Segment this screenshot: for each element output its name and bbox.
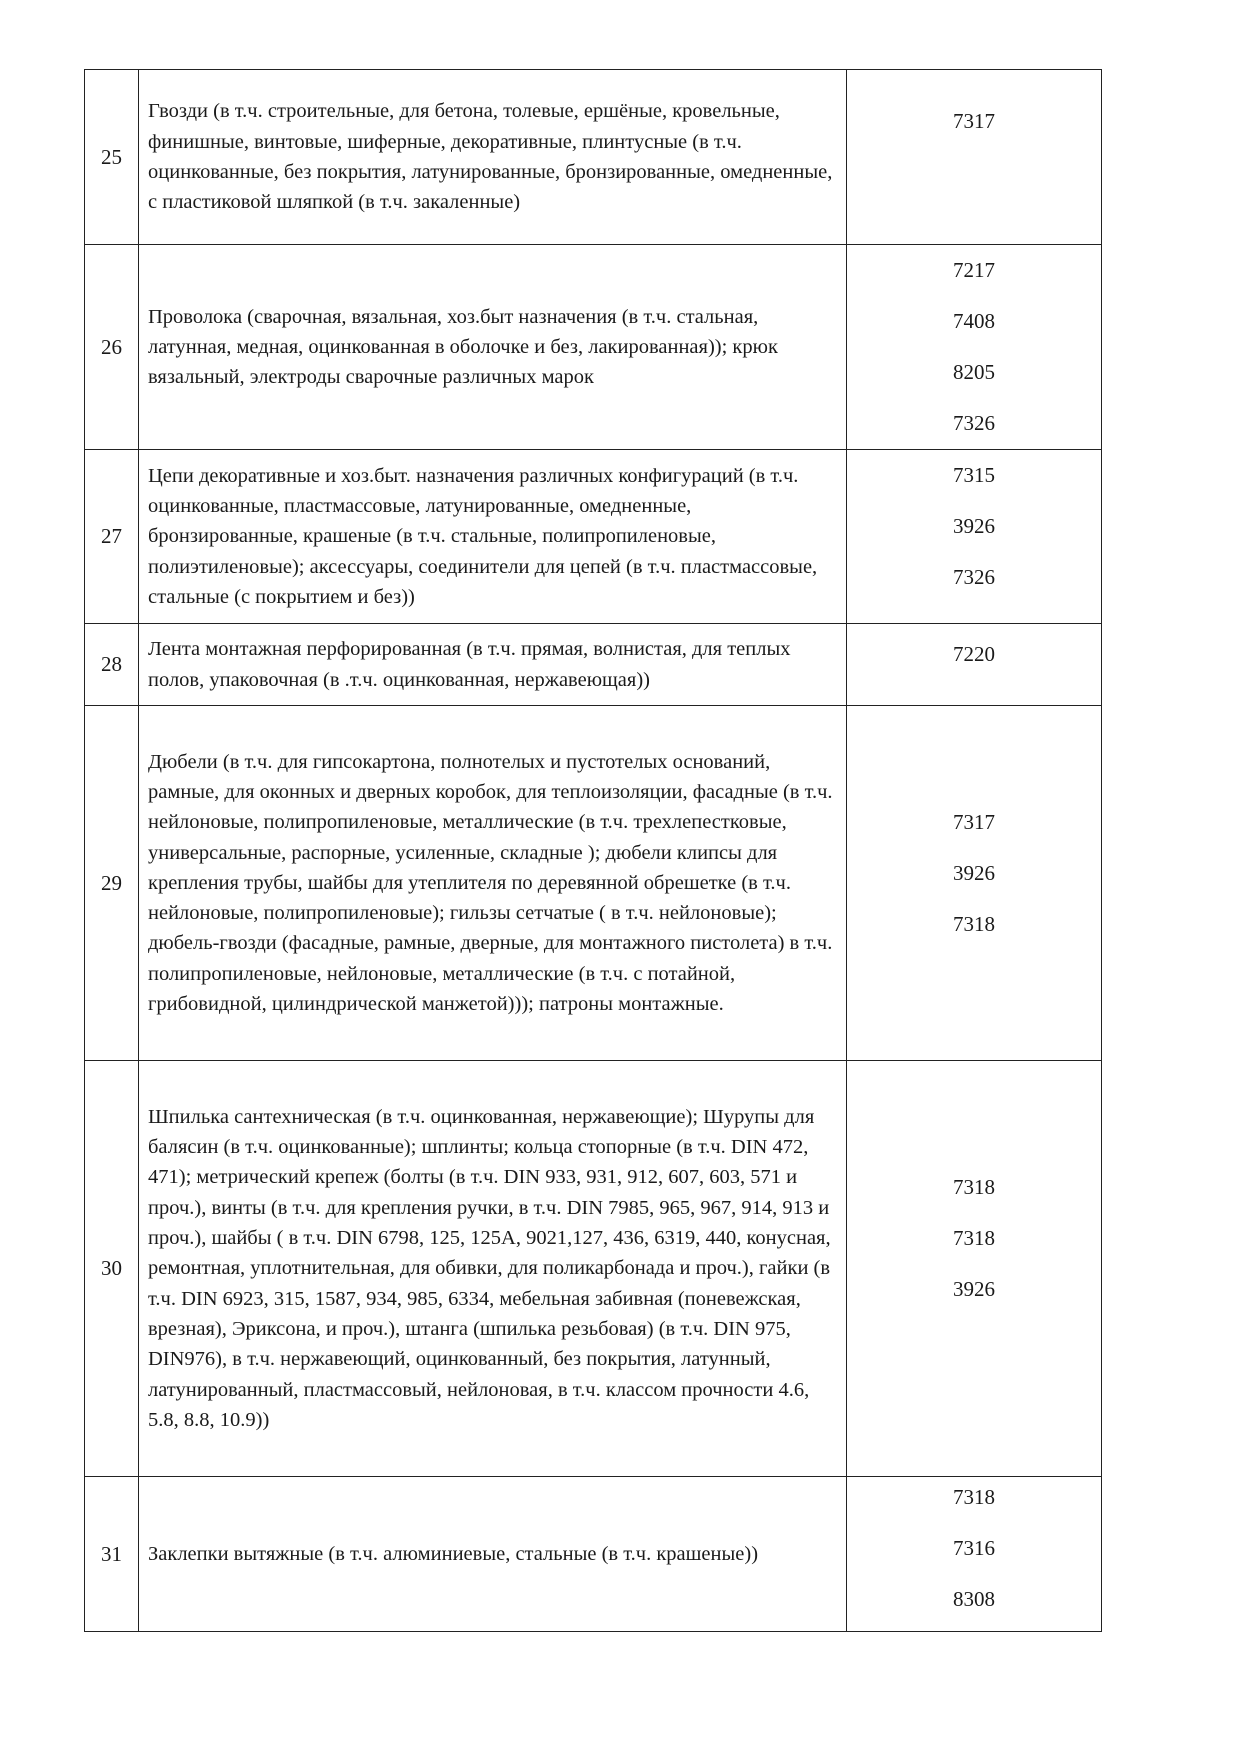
code: 7315 bbox=[953, 463, 995, 487]
row-codes bbox=[847, 624, 1102, 706]
row-number: 29 bbox=[85, 706, 139, 1061]
code: 3926 bbox=[953, 514, 995, 538]
row-description: Проволока (сварочная, вязальная, хоз.быт назначения (в т.ч. стальная, латунная, медная, оцинкованная в оболочке и без, лакированная)); крюк вязальный, электроды сварочные различных марок bbox=[139, 245, 847, 450]
code: 7318 bbox=[953, 1226, 995, 1250]
table-row bbox=[85, 245, 1102, 450]
code: 7318 bbox=[953, 911, 995, 936]
table-row bbox=[85, 450, 1102, 624]
row-number: 27 bbox=[85, 450, 139, 624]
row-codes bbox=[847, 1061, 1102, 1477]
code: 7316 bbox=[953, 1535, 995, 1560]
row-codes bbox=[847, 245, 1102, 450]
row-description: Гвозди (в т.ч. строительные, для бетона, толевые, ершёные, кровельные, финишные, винтовые, шиферные, декоративные, плинтусные (в т.ч. оцинкованные, без покрытия, латунированные, бронзированные, омедненные, с пластиковой шляпкой (в т.ч. закаленные) bbox=[139, 70, 847, 245]
row-codes bbox=[847, 450, 1102, 624]
row-number: 28 bbox=[85, 624, 139, 706]
table-row bbox=[85, 1477, 1102, 1632]
code: 7408 bbox=[953, 309, 995, 333]
code: 3926 bbox=[953, 860, 995, 885]
row-codes bbox=[847, 706, 1102, 1061]
row-number: 31 bbox=[85, 1477, 139, 1632]
row-number: 26 bbox=[85, 245, 139, 450]
row-codes bbox=[847, 70, 1102, 245]
table-row bbox=[85, 706, 1102, 1061]
code: 3926 bbox=[953, 1277, 995, 1301]
code: 7220 bbox=[953, 642, 995, 666]
code: 7217 bbox=[953, 258, 995, 282]
row-number: 30 bbox=[85, 1061, 139, 1477]
row-number: 25 bbox=[85, 70, 139, 245]
product-codes-table bbox=[84, 69, 1102, 1632]
code: 7326 bbox=[953, 565, 995, 589]
code: 7318 bbox=[953, 1175, 995, 1199]
row-description: Заклепки вытяжные (в т.ч. алюминиевые, стальные (в т.ч. крашеные)) bbox=[139, 1477, 847, 1632]
code: 7326 bbox=[953, 411, 995, 435]
row-description: Дюбели (в т.ч. для гипсокартона, полнотелых и пустотелых оснований, рамные, для оконных и дверных коробок, для теплоизоляции, фасадные (в т.ч. нейлоновые, полипропиленовые, металлические (в т.ч. трехлепестковые, универсальные, распорные, усиленные, складные ); дюбели клипсы для крепления трубы, шайбы для утеплителя по деревянной обрешетке (в т.ч. нейлоновые, полипропиленовые); гильзы сетчатые ( в т.ч. нейлоновые); дюбель-гвозди (фасадные, рамные, дверные, для монтажного пистолета) в т.ч. полипропиленовые, нейлоновые, металлические (в т.ч. с потайной, грибовидной, цилиндрической манжетой))); патроны монтажные. bbox=[139, 706, 847, 1061]
table-row bbox=[85, 1061, 1102, 1477]
table-row bbox=[85, 70, 1102, 245]
code: 7318 bbox=[953, 1484, 995, 1509]
row-description: Лента монтажная перфорированная (в т.ч. прямая, волнистая, для теплых полов, упаковочная (в .т.ч. оцинкованная, нержавеющая)) bbox=[139, 624, 847, 706]
code: 7317 bbox=[953, 108, 995, 133]
code: 8205 bbox=[953, 360, 995, 384]
row-codes bbox=[847, 1477, 1102, 1632]
row-description: Цепи декоративные и хоз.быт. назначения различных конфигураций (в т.ч. оцинкованные, пластмассовые, латунированные, омедненные, бронзированные, крашеные (в т.ч. стальные, полипропиленовые, полиэтиленовые); аксессуары, соединители для цепей (в т.ч. пластмассовые, стальные (с покрытием и без)) bbox=[139, 450, 847, 624]
row-description: Шпилька сантехническая (в т.ч. оцинкованная, нержавеющие); Шурупы для балясин (в т.ч. оцинкованные); шплинты; кольца стопорные (в т.ч. DIN 472, 471); метрический крепеж (болты (в т.ч. DIN 933, 931, 912, 607, 603, 571 и проч.), винты (в т.ч. для крепления ручки, в т.ч. DIN 7985, 965, 967, 914, 913 и проч.), шайбы ( в т.ч. DIN 6798, 125, 125A, 9021,127, 436, 6319, 440, конусная, ремонтная, уплотнительная, для обивки, для поликарбонада и проч.), гайки (в т.ч. DIN 6923, 315, 1587, 934, 985, 6334, мебельная забивная (поневежская, врезная), Эриксона, и проч.), штанга (шпилька резьбовая) (в т.ч. DIN 975, DIN976), в т.ч. нержавеющий, оцинкованный, без покрытия, латунный, латунированный, пластмассовый, нейлоновая, в т.ч. классом прочности 4.6, 5.8, 8.8, 10.9)) bbox=[139, 1061, 847, 1477]
code: 7317 bbox=[953, 809, 995, 834]
code: 8308 bbox=[953, 1586, 995, 1611]
table-row bbox=[85, 624, 1102, 706]
